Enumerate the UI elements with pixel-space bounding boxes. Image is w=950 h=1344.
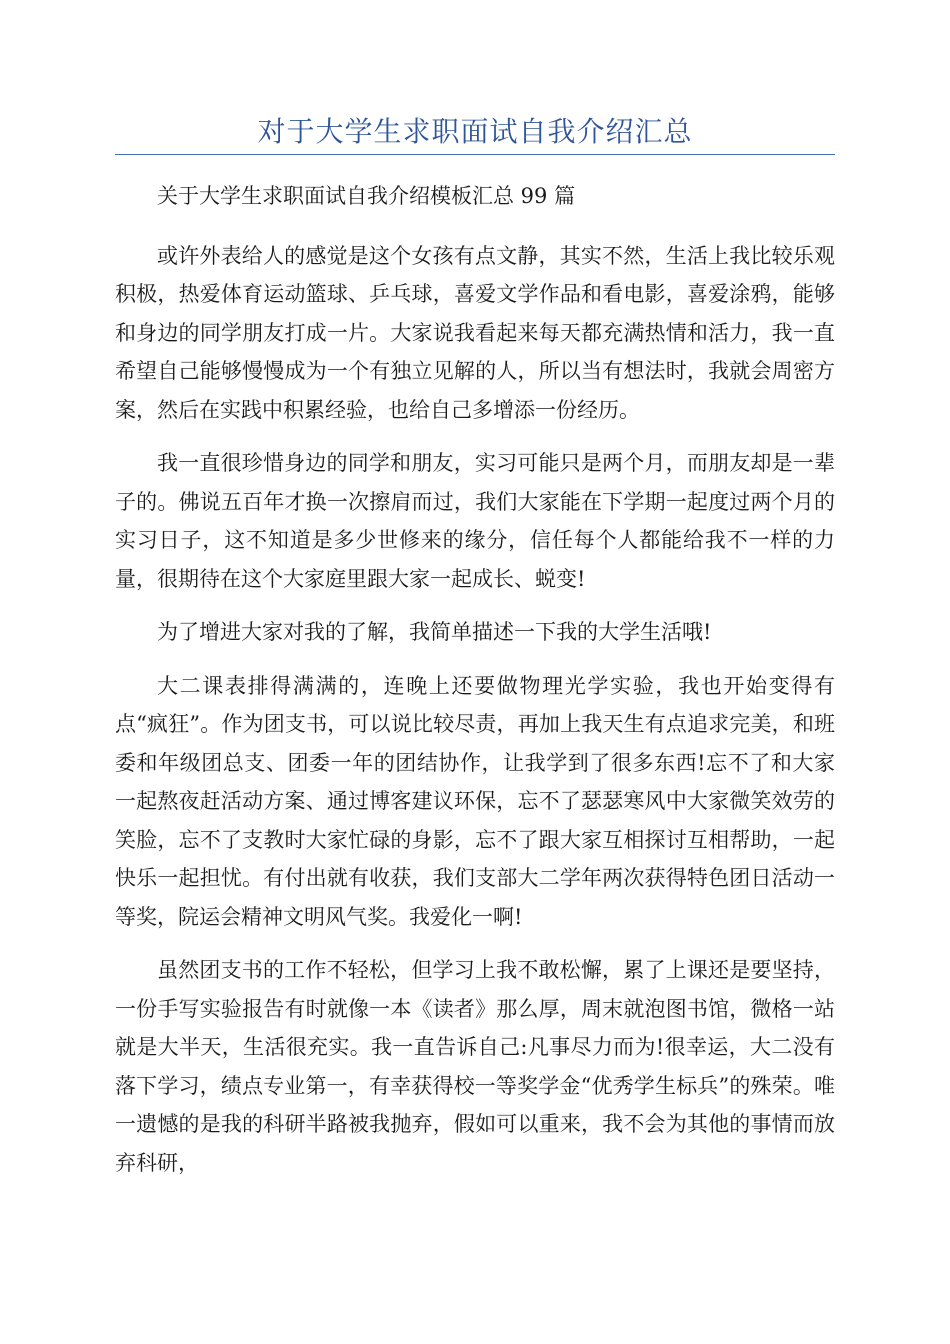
document-subtitle: 关于大学生求职面试自我介绍模板汇总 99 篇 — [157, 184, 576, 208]
document-title: 对于大学生求职面试自我介绍汇总 — [257, 115, 693, 148]
paragraph: 大二课表排得满满的，连晚上还要做物理光学实验，我也开始变得有点“疯狂”。作为团支书，可以说比较尽责，再加上我天生有点追求完美，和班委和年级团总支、团委一年的团结协作，让我学到了很多东西!忘不了和大家一起熬夜赶活动方案、通过博客建议环保，忘不了瑟瑟寒风中大家微笑效劳的笑脸，忘不了支教时大家忙碌的身影，忘不了跟大家互相探讨互相帮助，一起快乐一起担忧。有付出就有收获，我们支部大二学年两次获得特色团日活动一等奖，院运会精神文明风气奖。我爱化一啊! — [115, 673, 835, 929]
paragraph: 我一直很珍惜身边的同学和朋友，实习可能只是两个月，而朋友却是一辈子的。佛说五百年才换一次擦肩而过，我们大家能在下学期一起度过两个月的实习日子，这不知道是多少世修来的缘分，信任每个人都能给我不一样的力量，很期待在这个大家庭里跟大家一起成长、蜕变! — [115, 451, 835, 591]
title-underline — [115, 154, 835, 155]
paragraph: 虽然团支书的工作不轻松，但学习上我不敢松懈，累了上课还是要坚持，一份手写实验报告有时就像一本《读者》那么厚，周末就泡图书馆，微格一站就是大半天，生活很充实。我一直告诉自己:凡事尽力而为!很幸运，大二没有落下学习，绩点专业第一，有幸获得校一等奖学金“优秀学生标兵”的殊荣。唯一遗憾的是我的科研半路被我抛弃，假如可以重来，我不会为其他的事情而放弃科研， — [115, 958, 835, 1175]
document-body — [115, 177, 835, 1182]
paragraph: 或许外表给人的感觉是这个女孩有点文静，其实不然，生活上我比较乐观积极，热爱体育运动篮球、乒乓球，喜爱文学作品和看电影，喜爱涂鸦，能够和身边的同学朋友打成一片。大家说我看起来每天都充满热情和活力，我一直希望自己能够慢慢成为一个有独立见解的人，所以当有想法时，我就会周密方案，然后在实践中积累经验，也给自己多增添一份经历。 — [115, 243, 835, 422]
paragraph: 为了增进大家对我的了解，我简单描述一下我的大学生活哦! — [157, 620, 712, 644]
